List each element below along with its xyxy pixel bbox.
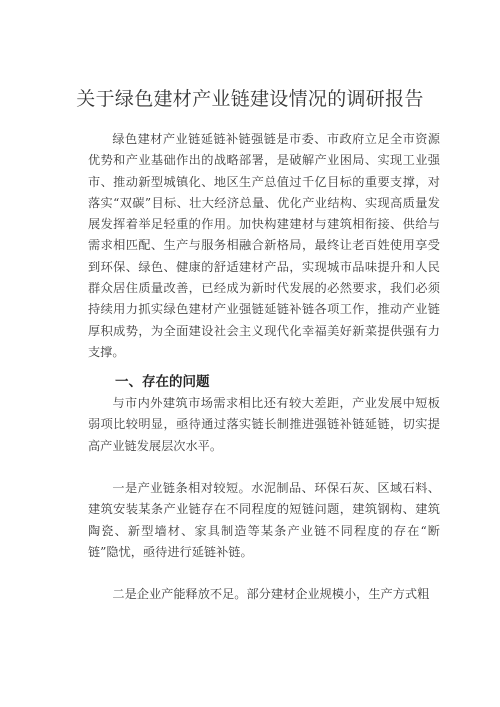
document-title: 关于绿色建材产业链建设情况的调研报告 [76,88,424,110]
section-heading-problems: 一、存在的问题 [115,374,210,390]
problems-summary-paragraph: 与市内外建筑市场需求相比还有较大差距，产业发展中短板弱项比较明显，亟待通过落实链长制推进强链补链延链，切实提高产业链发展层次水平。 [88,396,440,453]
problem-two-paragraph: 二是企业产能释放不足。部分建材企业规模小，生产方式粗 [112,587,430,601]
intro-paragraph: 绿色建材产业链延链补链强链是市委、市政府立足全市资源优势和产业基础作出的战略部署，是破解产业困局、实现工业强市、推动新型城镇化、地区生产总值过千亿目标的重要支撑，对落实“双碳”目标、壮大经济总量、优化产业结构、实现高质量发展发挥着举足轻重的作用。加快构建建材与建筑相衔接、供给与需求相匹配、生产与服务相融合新格局，最终让老百姓使用享受到环保、绿色、健康的舒适建材产品，实现城市品味提升和人民群众居住质量改善，已经成为新时代发展的必然要求，我们必须持续用力抓实绿色建材产业强链延链补链各项工作，推动产业链厚积成势，为全面建设社会主义现代化幸福美好新菜提供强有力支撑。 [88,132,440,359]
problem-one-paragraph: 一是产业链条相对较短。水泥制品、环保石灰、区域石料、建筑安装某条产业链存在不同程度的短链问题，建筑钢构、建筑陶瓷、新型墙材、家具制造等某条产业链不同程度的存在“断链”隐忧，亟待进行延链补链。 [88,481,440,559]
